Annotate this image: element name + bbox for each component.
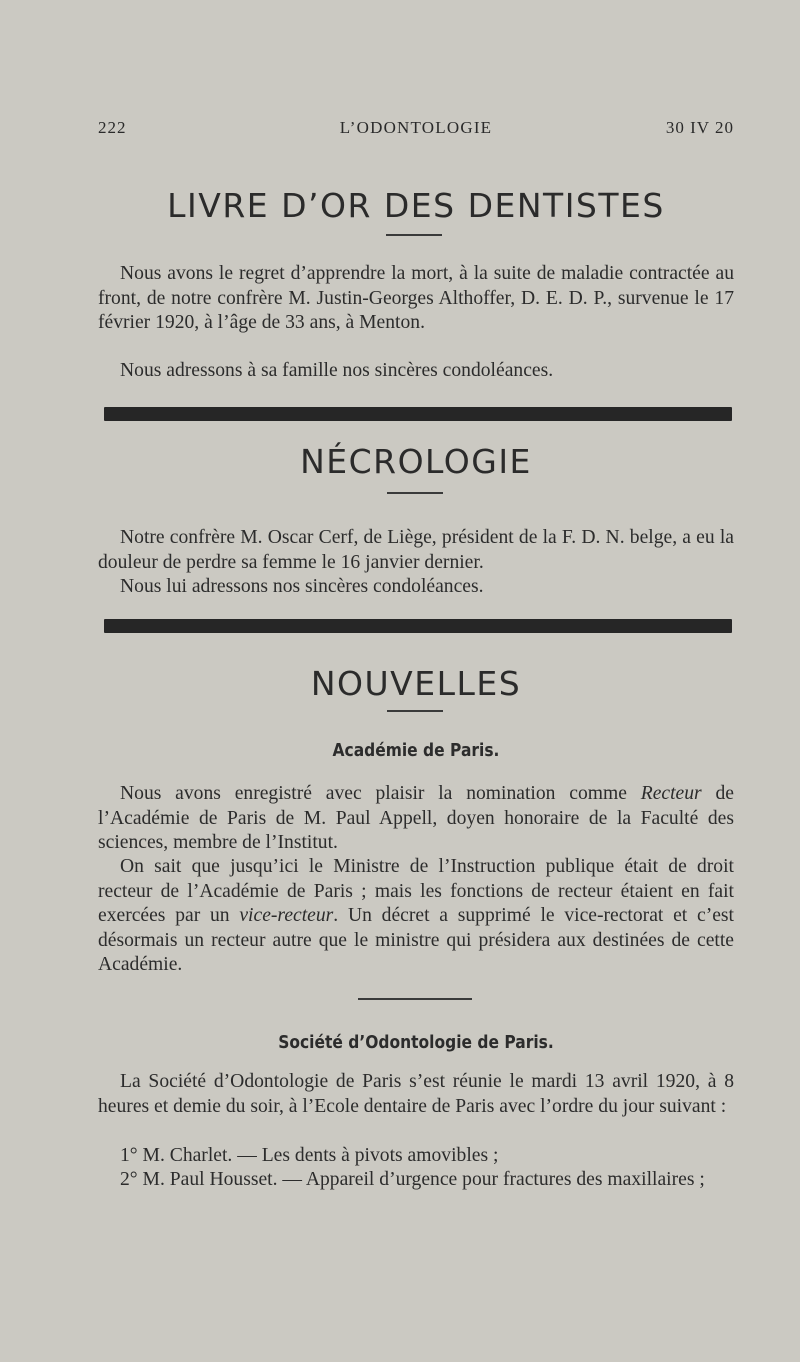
title-rule <box>387 710 443 712</box>
agenda-item-1: 1° M. Charlet. — Les dents à pivots amovibles ; <box>120 1145 499 1166</box>
academie-paragraph-1 <box>98 782 734 856</box>
academie-paragraph-2 <box>98 855 734 978</box>
section-title-nouvelles: NOUVELLES <box>310 664 522 703</box>
title-rule <box>386 234 442 236</box>
italic-term: vice-recteur <box>239 905 334 926</box>
section-divider-bar <box>104 407 732 421</box>
section-title-livre-dor: LIVRE D’OR DES DENTISTES <box>167 186 665 225</box>
necrologie-paragraph-1: Notre confrère M. Oscar Cerf, de Liège, président de la F. D. N. belge, a eu la douleur de perdre sa femme le 16 janvier dernier. <box>98 527 734 573</box>
title-rule <box>387 492 443 494</box>
section-title-necrologie: NÉCROLOGIE <box>300 442 532 481</box>
journal-title: L’ODONTOLOGIE <box>339 118 493 137</box>
italic-term: Recteur <box>640 783 702 804</box>
necrologie-paragraph-2: Nous lui adressons nos sincères condoléances. <box>120 576 484 597</box>
text-run: Nous avons enregistré avec plaisir la nomination comme <box>120 783 641 804</box>
separator-line <box>358 998 472 1000</box>
page-number: 222 <box>98 118 127 137</box>
section-divider-bar <box>104 619 732 633</box>
livre-dor-paragraph-1: Nous avons le regret d’apprendre la mort, à la suite de maladie contractée au front, de notre confrère M. Justin-Georges Althoffer, D. E. D. P., survenue le 17 février 1920, à l’âge de 33 ans, à Menton. <box>98 263 734 333</box>
livre-dor-paragraph-2: Nous adressons à sa famille nos sincères condoléances. <box>120 360 554 381</box>
text-run: de l’Académie de Paris de M. Paul Appell, doyen honoraire de la Faculté des sciences, membre de l’Institut. <box>98 783 734 853</box>
subsection-title-societe: Société d’Odontologie de Paris. <box>278 1032 554 1053</box>
running-header <box>98 118 734 142</box>
societe-paragraph-1: La Société d’Odontologie de Paris s’est réunie le mardi 13 avril 1920, à 8 heures et demie du soir, à l’Ecole dentaire de Paris avec l’ordre du jour suivant : <box>98 1071 734 1117</box>
issue-date: 30 IV 20 <box>665 118 734 137</box>
text-run: . Un décret a supprimé le vice-rectorat et c’est désormais un recteur autre que le ministre qui présidera aux destinées de cette Académie. <box>98 905 734 975</box>
subsection-title-academie: Académie de Paris. <box>332 740 500 761</box>
agenda-item-2: 2° M. Paul Housset. — Appareil d’urgence pour fractures des maxillaires ; <box>120 1169 705 1190</box>
text-run: On sait que jusqu’ici le Ministre de l’Instruction publique était de droit recteur de l’Académie de Paris ; mais les fonctions de recteur étaient en fait exercées par un <box>98 856 734 926</box>
